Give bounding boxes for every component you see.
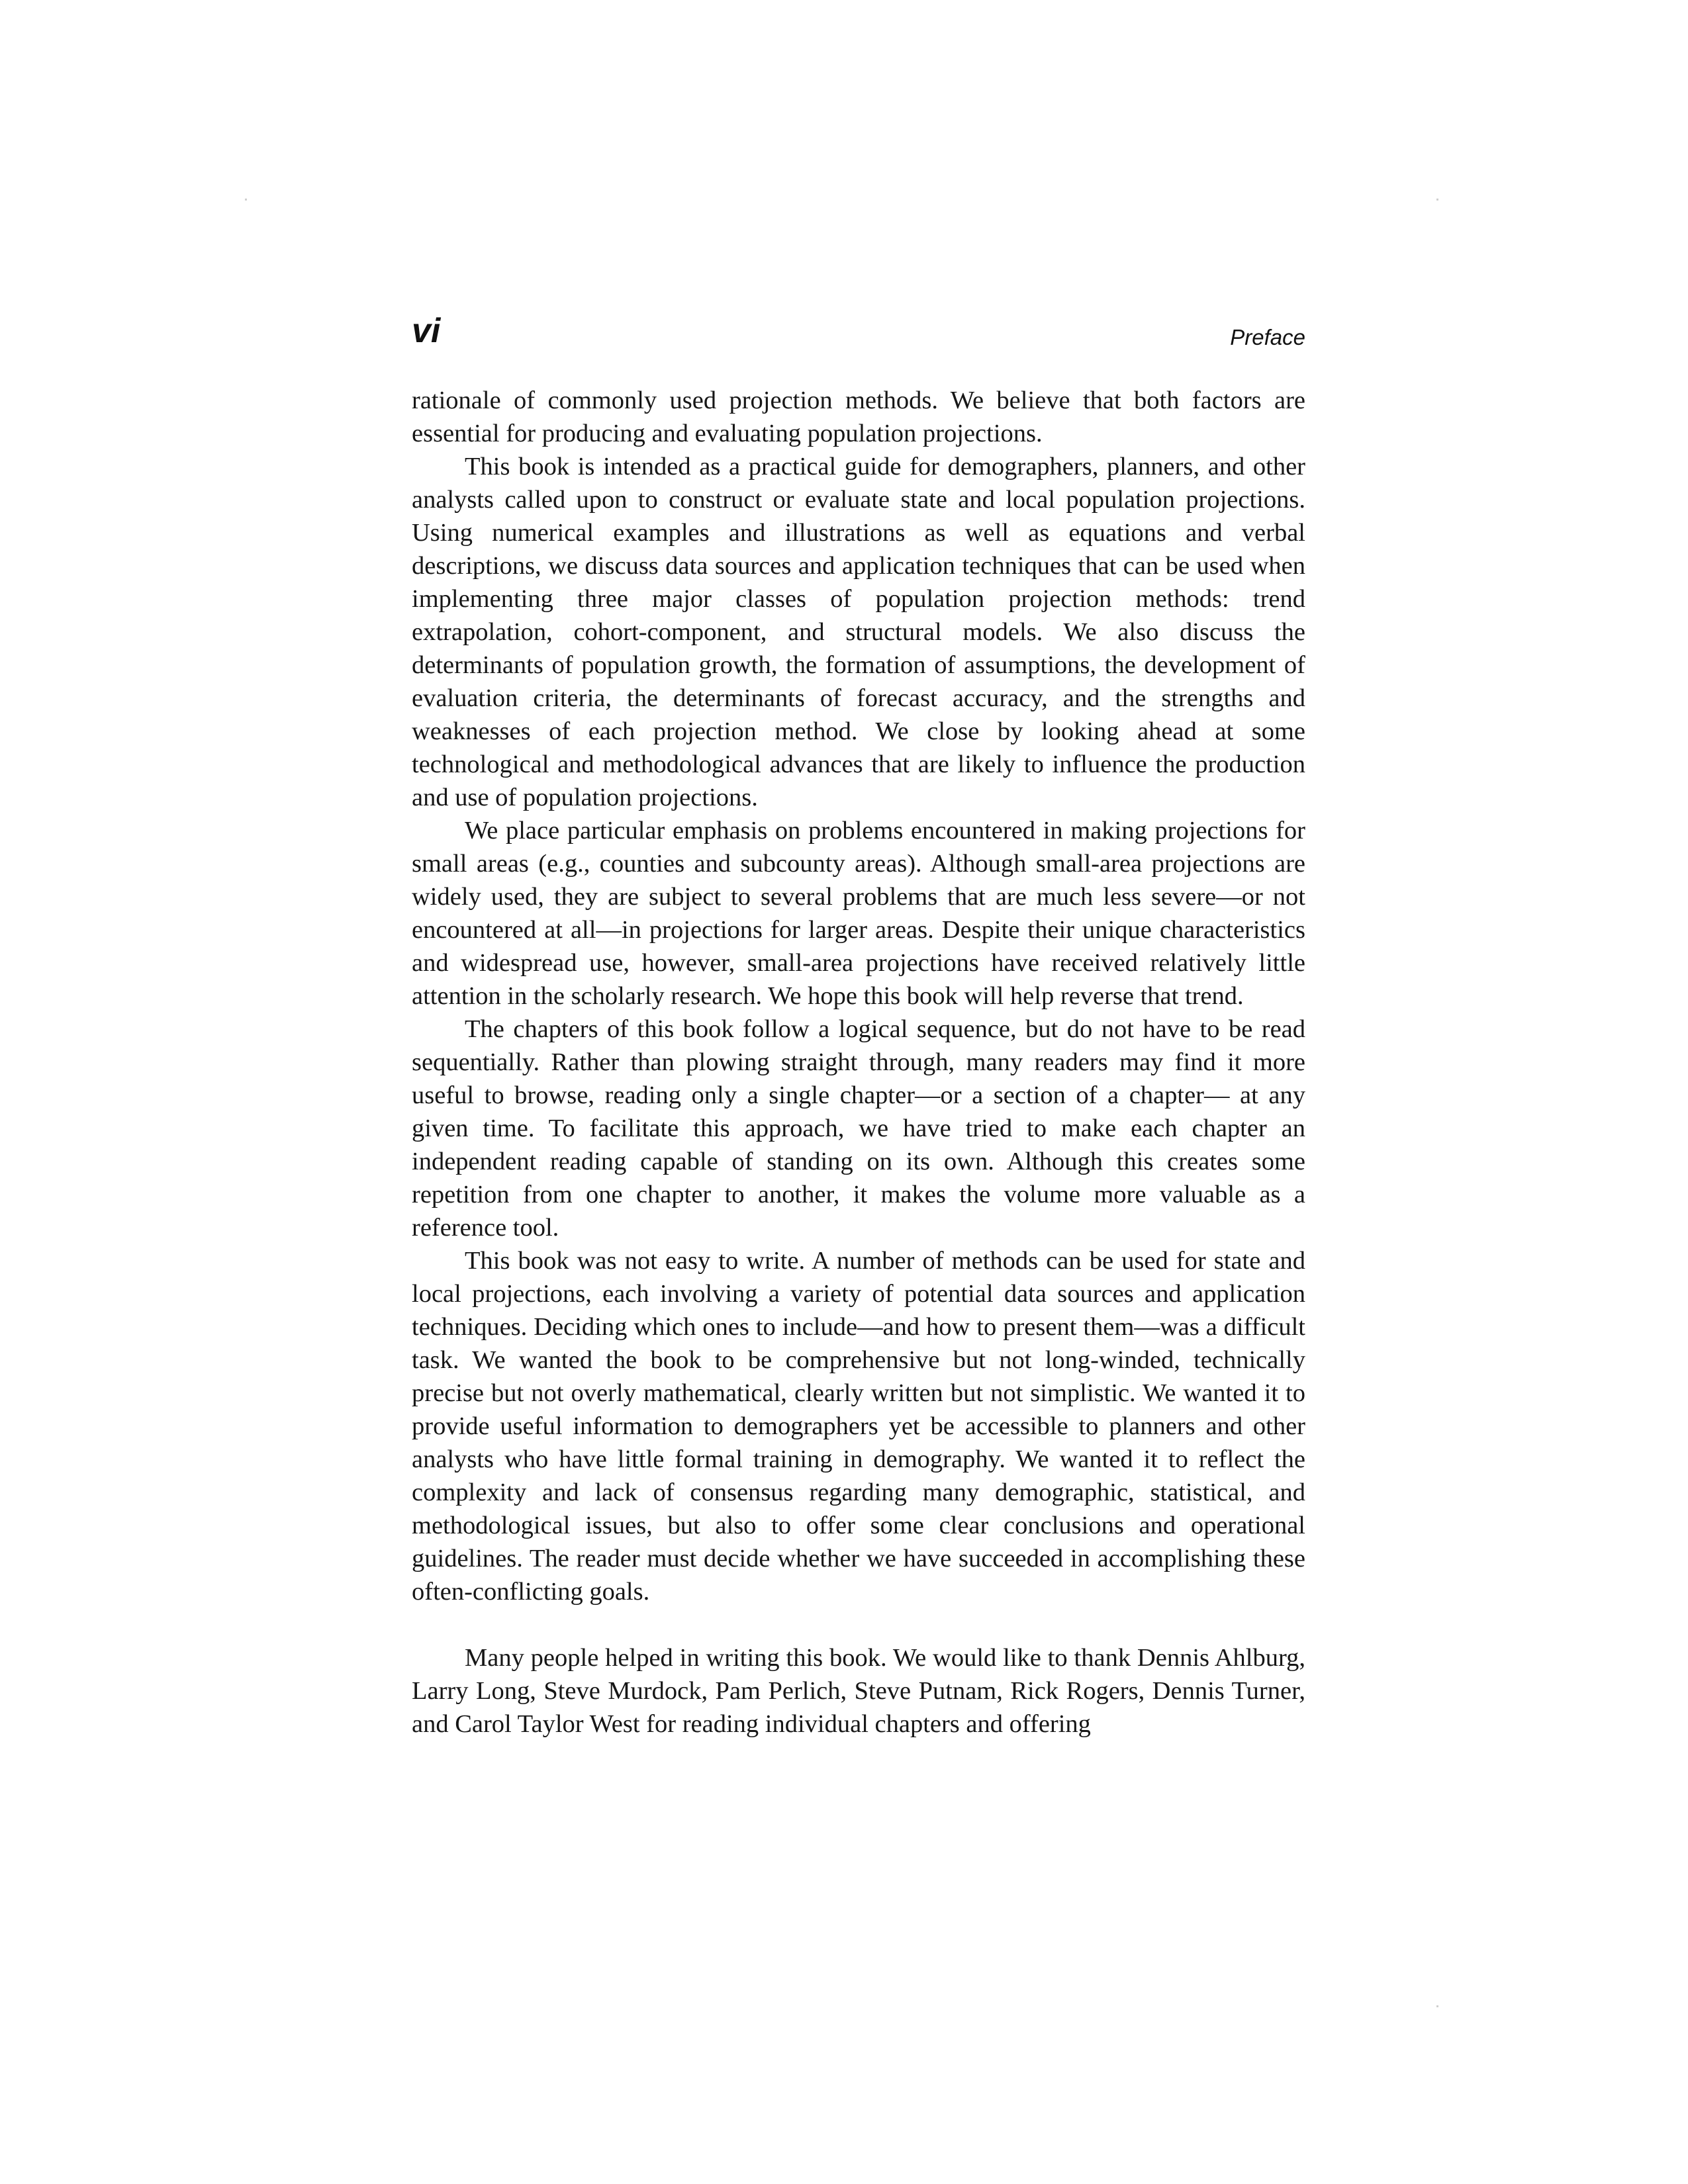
paragraph-continued: rationale of commonly used projection methods. We believe that both factors are essential for producing and evaluating population projections. [412, 387, 1305, 447]
page-number: vi [412, 312, 441, 350]
scan-speck [1436, 199, 1438, 201]
scan-speck [1436, 2005, 1438, 2007]
section-title: Preface [1230, 325, 1305, 349]
paragraph-small-areas: We place particular emphasis on problems encountered in making projections for small areas (e.g., counties and subcounty areas). Although small-area projections are widely used, they are subject to several problems that are much less severe—or not encountered at all—in projections for larger areas. Despite their unique characteristics and widespread use, however, small-area projections have received relatively little attention in the scholarly research. We hope this book will help reverse that trend. [412, 817, 1305, 1010]
running-head [412, 311, 1305, 357]
scan-speck [245, 199, 247, 201]
paragraph-acknowledgments: Many people helped in writing this book. We would like to thank Dennis Ahlburg, Larry Long, Steve Murdock, Pam Perlich, Steve Putnam, Rick Rogers, Dennis Turner, and Carol Taylor West for reading individual chapters and offering [412, 1644, 1305, 1738]
paragraph-writing-challenges: This book was not easy to write. A number of methods can be used for state and local projections, each involving a variety of potential data sources and application techniques. Deciding which ones to include—and how to present them—was a difficult task. We wanted the book to be comprehensive but not long-winded, technically precise but not overly mathematical, clearly written but not simplistic. We wanted it to provide useful information to demographers yet be accessible to planners and other analysts who have little formal training in demography. We wanted it to reflect the complexity and lack of consensus regarding many demographic, statistical, and methodological issues, but also to offer some clear conclusions and operational guidelines. The reader must decide whether we have succeeded in accomplishing these often-conflicting goals. [412, 1247, 1305, 1606]
body-text [412, 384, 1305, 1741]
paragraph-chapter-sequence: The chapters of this book follow a logical sequence, but do not have to be read sequentially. Rather than plowing straight through, many readers may find it more useful to browse, reading only a single chapter—or a section of a chapter— at any given time. To facilitate this approach, we have tried to make each chapter an independent reading capable of standing on its own. Although this creates some repetition from one chapter to another, it makes the volume more valuable as a reference tool. [412, 1015, 1305, 1242]
paragraph-purpose: This book is intended as a practical guide for demographers, planners, and other analysts called upon to construct or evaluate state and local population projections. Using numerical examples and illustrations as well as equations and verbal descriptions, we discuss data sources and application techniques that can be used when implementing three major classes of population projection methods: trend extrapolation, cohort-component, and structural models. We also discuss the determinants of population growth, the formation of assumptions, the development of evaluation criteria, the determinants of forecast accuracy, and the strengths and weaknesses of each projection method. We close by looking ahead at some technological and methodological advances that are likely to influence the production and use of population projections. [412, 453, 1305, 811]
